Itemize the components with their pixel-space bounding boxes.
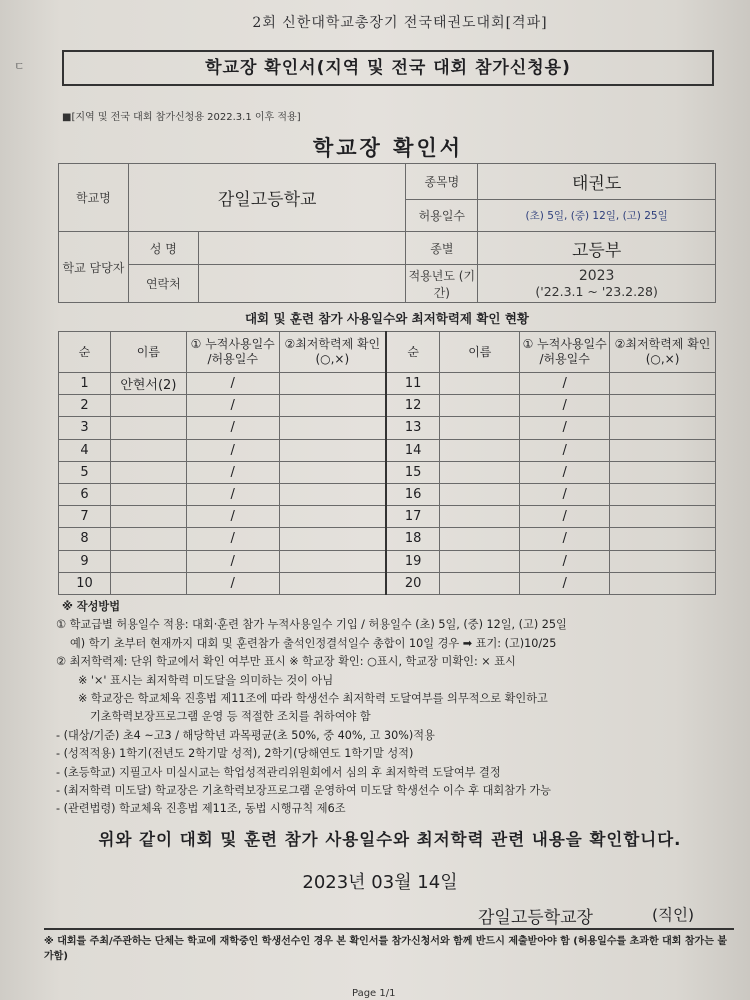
document-title: 학교장 확인서(지역 및 전국 대회 참가신청용): [62, 50, 714, 86]
academic-check: [610, 461, 716, 483]
note-line: - (초등학교) 지필고사 미실시교는 학업성적관리위원회에서 심의 후 최저학력 도달여부 결정: [56, 765, 501, 779]
days-used: /: [186, 417, 279, 439]
academic-check: [610, 373, 716, 395]
student-name: [110, 528, 186, 550]
student-name: [110, 395, 186, 417]
row-number: 5: [59, 461, 111, 483]
header-days: ① 누적사용일수 /허용일수: [186, 332, 279, 373]
days-value: (초) 5일, (중) 12일, (고) 25일: [478, 200, 716, 232]
note-line: ② 최저학력제: 단위 학교에서 확인 여부만 표시 ※ 학교장 확인: ○표시, 학교장 미확인: × 표시: [56, 655, 516, 669]
days-used: /: [186, 550, 279, 572]
student-name: [440, 528, 520, 550]
table-row: [59, 528, 716, 550]
note-line: - (관련법령) 학교체육 진흥법 제11조, 동법 시행규칙 제6조: [56, 802, 346, 816]
note-line: ※ '×' 표시는 최저학력 미도달을 의미하는 것이 아님: [78, 673, 334, 687]
table-row: [59, 373, 716, 395]
days-used: /: [520, 528, 610, 550]
row-number: 9: [59, 550, 111, 572]
row-number: 13: [386, 417, 440, 439]
days-used: /: [520, 373, 610, 395]
header-academic: ②최저학력제 확인(○,×): [279, 332, 386, 373]
year-label: 적용년도 (기간): [406, 265, 478, 303]
period-value: ('22.3.1 ~ '23.2.28): [535, 284, 658, 299]
student-name: [110, 483, 186, 505]
days-used: /: [186, 528, 279, 550]
sport-value: 태권도: [478, 164, 716, 200]
footer-divider: [44, 928, 734, 930]
student-name: [440, 572, 520, 594]
days-used: /: [186, 439, 279, 461]
student-name: [440, 439, 520, 461]
table-row: [59, 461, 716, 483]
academic-check: [279, 461, 386, 483]
days-used: /: [520, 461, 610, 483]
principal-name: 감일고등학교장: [478, 908, 593, 928]
student-name: [440, 483, 520, 505]
contact-label: 연락처: [128, 265, 198, 303]
note-line: - (최저학력 미도달) 학교장은 기초학력보장프로그램 운영하여 미도달 학생선수 이수 후 대회참가 가능: [56, 784, 551, 798]
header-days: ① 누적사용일수 /허용일수: [520, 332, 610, 373]
row-number: 12: [386, 395, 440, 417]
manager-label: 학교 담당자: [59, 232, 129, 303]
header-no: 순: [59, 332, 111, 373]
days-used: /: [186, 572, 279, 594]
issue-date: 2023년 03월 14일: [302, 872, 458, 893]
header-academic: ②최저학력제 확인(○,×): [610, 332, 716, 373]
days-used: /: [186, 483, 279, 505]
year-cell: [478, 265, 716, 303]
row-number: 2: [59, 395, 111, 417]
days-used: /: [186, 506, 279, 528]
academic-check: [279, 528, 386, 550]
row-number: 15: [386, 461, 440, 483]
note-line: 예) 학기 초부터 현재까지 대회 및 훈련참가 출석인정결석일수 총합이 10일 경우 ➡ 표기: (고)10/25: [70, 636, 557, 650]
days-label: 허용일수: [406, 200, 478, 232]
student-name: [110, 439, 186, 461]
student-name: 안현서(2): [110, 373, 186, 395]
academic-check: [279, 395, 386, 417]
academic-check: [279, 373, 386, 395]
sport-label: 종목명: [406, 164, 478, 200]
academic-check: [610, 572, 716, 594]
student-name: [110, 461, 186, 483]
row-number: 8: [59, 528, 111, 550]
header-name: 이름: [440, 332, 520, 373]
division-label: 종별: [406, 232, 478, 265]
days-used: /: [520, 417, 610, 439]
days-used: /: [520, 483, 610, 505]
academic-check: [279, 483, 386, 505]
event-headline: 2회 신한대학교총장기 전국태권도대회[격파]: [252, 15, 548, 31]
note-line: ※ 학교장은 학교체육 진흥법 제11조에 따라 학생선수 최저학력 도달여부를 의무적으로 확인하고: [78, 692, 548, 706]
school-label: 학교명: [59, 164, 129, 232]
academic-check: [279, 550, 386, 572]
days-used: /: [186, 461, 279, 483]
division-value: 고등부: [478, 232, 716, 265]
name-label: 성 명: [128, 232, 198, 265]
academic-check: [279, 439, 386, 461]
page-number: Page 1/1: [352, 988, 396, 999]
contact-value: [198, 265, 406, 303]
student-name: [110, 417, 186, 439]
student-name: [110, 506, 186, 528]
note-line: - (대상/기준) 초4 ~고3 / 해당학년 과목평균(초 50%, 중 40%, 고 30%)적용: [56, 728, 435, 742]
note-line: ① 학교급별 허용일수 적용: 대회·훈련 참가 누적사용일수 기입 / 허용일수 (초) 5일, (중) 12일, (고) 25일: [56, 618, 567, 632]
row-number: 10: [59, 572, 111, 594]
academic-check: [610, 483, 716, 505]
table-row: [59, 506, 716, 528]
row-number: 20: [386, 572, 440, 594]
table-row: [59, 572, 716, 594]
days-used: /: [520, 439, 610, 461]
applicability-note: ■[지역 및 전국 대회 참가신청용 2022.3.1 이후 적용]: [62, 112, 301, 123]
table-row: [59, 439, 716, 461]
year-value: 2023: [578, 268, 615, 284]
row-number: 6: [59, 483, 111, 505]
academic-check: [279, 572, 386, 594]
row-number: 18: [386, 528, 440, 550]
row-number: 16: [386, 483, 440, 505]
academic-check: [610, 395, 716, 417]
academic-check: [279, 417, 386, 439]
student-name: [440, 550, 520, 572]
row-number: 4: [59, 439, 111, 461]
academic-check: [610, 528, 716, 550]
academic-check: [610, 550, 716, 572]
row-number: 17: [386, 506, 440, 528]
days-used: /: [520, 550, 610, 572]
header-name: 이름: [110, 332, 186, 373]
row-number: 7: [59, 506, 111, 528]
days-used: /: [186, 395, 279, 417]
academic-check: [610, 506, 716, 528]
student-name: [440, 373, 520, 395]
form-title: 학교장 확인서: [312, 136, 464, 160]
header-no: 순: [386, 332, 440, 373]
days-used: /: [520, 506, 610, 528]
note-line: 기초학력보장프로그램 운영 등 적절한 조치를 취하여야 함: [90, 710, 371, 724]
row-number: 3: [59, 417, 111, 439]
row-number: 14: [386, 439, 440, 461]
row-number: 11: [386, 373, 440, 395]
days-used: /: [520, 395, 610, 417]
table-row: [59, 483, 716, 505]
academic-check: [610, 439, 716, 461]
row-number: 1: [59, 373, 111, 395]
confirmation-statement: 위와 같이 대회 및 훈련 참가 사용일수와 최저학력 관련 내용을 확인합니다.: [98, 830, 682, 849]
note-heading: ※ 작성방법: [62, 600, 120, 613]
student-name: [440, 395, 520, 417]
official-seal-label: (직인): [652, 906, 695, 924]
note-line: - (성적적용) 1학기(전년도 2학기말 성적), 2학기(당해연도 1학기말 성적): [56, 747, 414, 761]
table-row: [59, 395, 716, 417]
student-name: [110, 550, 186, 572]
academic-check: [279, 506, 386, 528]
student-name: [440, 417, 520, 439]
school-value: 감일고등학교: [128, 164, 406, 232]
days-used: /: [186, 373, 279, 395]
table-title: 대회 및 훈련 참가 사용일수와 최저학력제 확인 현황: [244, 311, 530, 326]
info-table: [58, 163, 716, 303]
participants-body: [59, 373, 716, 595]
academic-check: [610, 417, 716, 439]
row-number: 19: [386, 550, 440, 572]
student-name: [110, 572, 186, 594]
student-name: [440, 461, 520, 483]
instructions: [56, 598, 726, 819]
name-value: [198, 232, 406, 265]
student-name: [440, 506, 520, 528]
margin-mark: ㄷ: [14, 60, 25, 73]
footer-note: ※ 대회를 주최/주관하는 단체는 학교에 재학중인 학생선수인 경우 본 확인서를 참가신청서와 함께 반드시 제출받아야 함 (허용일수를 초과한 대회 참가는 불가함): [44, 936, 728, 962]
table-row: [59, 417, 716, 439]
table-row: [59, 550, 716, 572]
days-used: /: [520, 572, 610, 594]
participants-table: [58, 331, 716, 595]
